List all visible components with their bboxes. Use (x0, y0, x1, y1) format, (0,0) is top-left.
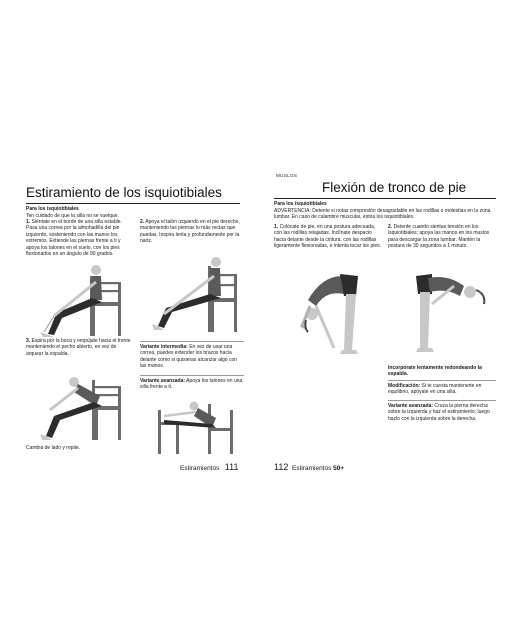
step-1-number: 1. (26, 219, 31, 225)
right-step-1 (274, 224, 382, 250)
variant-advanced-left-text: Apoya los talones en una silla frente a ti. (140, 378, 243, 391)
right-footer-section: Estiramientos (291, 465, 332, 472)
figure-seated-strap-1 (34, 258, 124, 338)
right-warning: ADVERTENCIA: Detente si notas compresión desagradable en las rodillas o molestias en la zona lumbar. En caso de calambre muscular, estira los isquiotibiales. (274, 207, 491, 220)
figure-heels-on-chair (150, 394, 235, 456)
right-footer-suffix: 50+ (333, 465, 345, 472)
step-1-text: Siéntate en el borde de una silla estable. Pasa una correa por la almohadilla del pie izquierdo, sosteniendo con las manos los extremos. Extiende las piernas frente a ti y apoya los talones en el suelo, con los pies flexionados en un ángulo de 90 grados. (26, 219, 122, 258)
left-footer-section: Estiramientos (180, 465, 220, 472)
variant-advanced-right (388, 403, 496, 422)
modification-text: Si te cuesta mantenerte en equilibrio, apóyate en una silla. (388, 383, 482, 396)
modification (388, 383, 496, 396)
right-page-title: Flexión de tronco de pie (322, 180, 467, 195)
figure-seated-strap-2 (150, 254, 240, 334)
step-3 (26, 338, 133, 357)
left-page-number: 111 (224, 462, 239, 472)
step-1 (26, 219, 133, 257)
variant-advanced-right-text: Cruza la pierna derecha sobre la izquierda y haz el estiramiento; luego hazlo con la izquierda sobre la derecha. (388, 403, 490, 422)
left-subtitle: Para los isquiotibiales (26, 206, 79, 212)
step-2-number: 2. (140, 219, 145, 225)
right-step-1-text: Colócate de pie, en una postura adecuada, con las rodillas relajadas. Inclínate despacio hacia delante desde la cintura, con las rodillas ligeramente flexionadas, e intenta tocar los pies. (274, 224, 382, 250)
left-page-title: Estiramiento de los isquiotibiales (26, 185, 222, 200)
step-3-number: 3. (26, 338, 31, 344)
variant-advanced-right-label: Variante avanzada: (388, 403, 434, 409)
right-page-number: 112 (274, 462, 289, 472)
figure-standing-hands-on-thighs (398, 264, 493, 354)
right-page (258, 0, 516, 640)
variant-advanced-left (140, 378, 244, 391)
right-footer (274, 462, 344, 472)
title-rule (26, 203, 240, 204)
variant-advanced-left-label: Variante avanzada: (140, 378, 186, 384)
variant-intermediate (140, 344, 244, 370)
step-3-text: Espira por la boca y empújate hacia el frente manteniendo el pecho abierto, en vez de arquear la espalda. (26, 338, 131, 357)
left-caution: Ten cuidado de que la silla no se vuelque. (26, 212, 119, 219)
right-step-2-text: Detente cuando sientas tensión en los isquiotibiales; apoya las manos en los muslos para descargar la zona lumbar. Mantén la postura de 30 segundos a 1 minuto. (388, 224, 490, 250)
left-footer (180, 462, 238, 472)
right-subtitle: Para los isquiotibiales (274, 201, 327, 207)
title-rule-right (274, 198, 496, 199)
section-label: MUSLOS (276, 173, 298, 178)
modification-label: Modificación: (388, 383, 421, 389)
figure-seated-forward-bend (34, 366, 124, 441)
left-closing: Cambia de lado y repite. (26, 445, 81, 451)
right-step-2-number: 2. (388, 224, 393, 230)
figure-standing-forward-fold (282, 266, 377, 356)
right-step-2 (388, 224, 496, 250)
step-2-text: Apoya el talón izquierdo en el pie derecho, manteniendo las piernas lo más rectas que puedas. Inspira lenta y profundamente por la nariz. (140, 219, 240, 245)
right-step-1-number: 1. (274, 224, 279, 230)
step-2 (140, 219, 244, 245)
variant-intermediate-text: En vez de usar una correa, puedes extender los brazos hacia delante como si quisieras alcanzar algo con las manos. (140, 344, 237, 370)
right-note: Incorpórate lentamente redondeando la espalda. (388, 365, 482, 378)
variant-intermediate-label: Variante intermedia: (140, 344, 188, 350)
